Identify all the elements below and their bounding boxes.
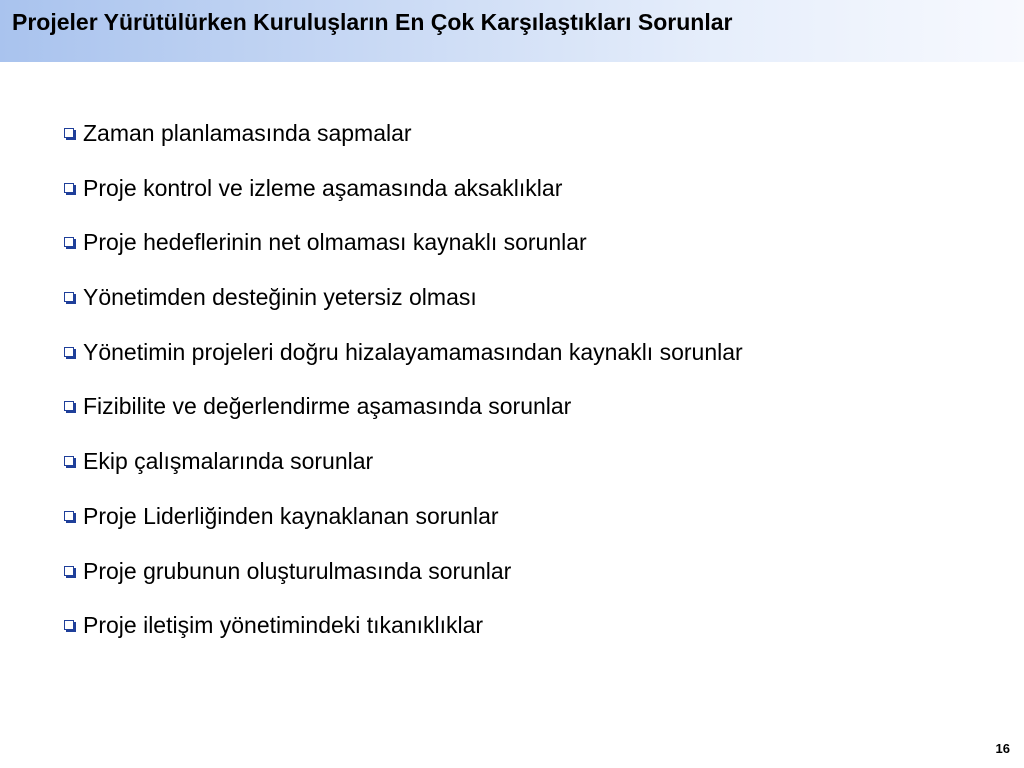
list-item-text: Proje kontrol ve izleme aşamasında aksaklıklar	[83, 174, 563, 201]
square-bullet-icon	[64, 347, 74, 357]
list-item	[64, 446, 964, 501]
page-number: 16	[995, 741, 1010, 756]
title-bar	[0, 0, 1024, 62]
square-bullet-icon	[64, 566, 74, 576]
list-item	[64, 556, 964, 611]
list-item-text: Proje grubunun oluşturulmasında sorunlar	[83, 557, 512, 584]
list-item-text: Proje iletişim yönetimindeki tıkanıklıklar	[83, 612, 484, 639]
square-bullet-icon	[64, 401, 74, 411]
list-item	[64, 501, 964, 556]
list-item	[64, 118, 964, 173]
list-item	[64, 282, 964, 337]
list-item	[64, 227, 964, 282]
list-item	[64, 391, 964, 446]
slide-title: Projeler Yürütülürken Kuruluşların En Çok Karşılaştıkları Sorunlar	[12, 9, 733, 35]
list-item-text: Proje hedeflerinin net olmaması kaynaklı sorunlar	[83, 229, 587, 256]
bullet-list	[64, 118, 964, 665]
square-bullet-icon	[64, 237, 74, 247]
list-item	[64, 610, 964, 665]
list-item-text: Zaman planlamasında sapmalar	[83, 120, 412, 146]
square-bullet-icon	[64, 511, 74, 521]
list-item-text: Proje Liderliğinden kaynaklanan sorunlar	[83, 502, 499, 529]
list-item-text: Ekip çalışmalarında sorunlar	[83, 448, 374, 475]
square-bullet-icon	[64, 292, 74, 302]
square-bullet-icon	[64, 183, 74, 193]
list-item-text: Yönetimden desteğinin yetersiz olması	[83, 284, 477, 311]
list-item-text: Fizibilite ve değerlendirme aşamasında sorunlar	[83, 393, 572, 420]
square-bullet-icon	[64, 620, 74, 630]
list-item	[64, 337, 964, 392]
list-item	[64, 173, 964, 228]
square-bullet-icon	[64, 128, 74, 138]
list-item-text: Yönetimin projeleri doğru hizalayamamasından kaynaklı sorunlar	[83, 338, 743, 365]
square-bullet-icon	[64, 456, 74, 466]
